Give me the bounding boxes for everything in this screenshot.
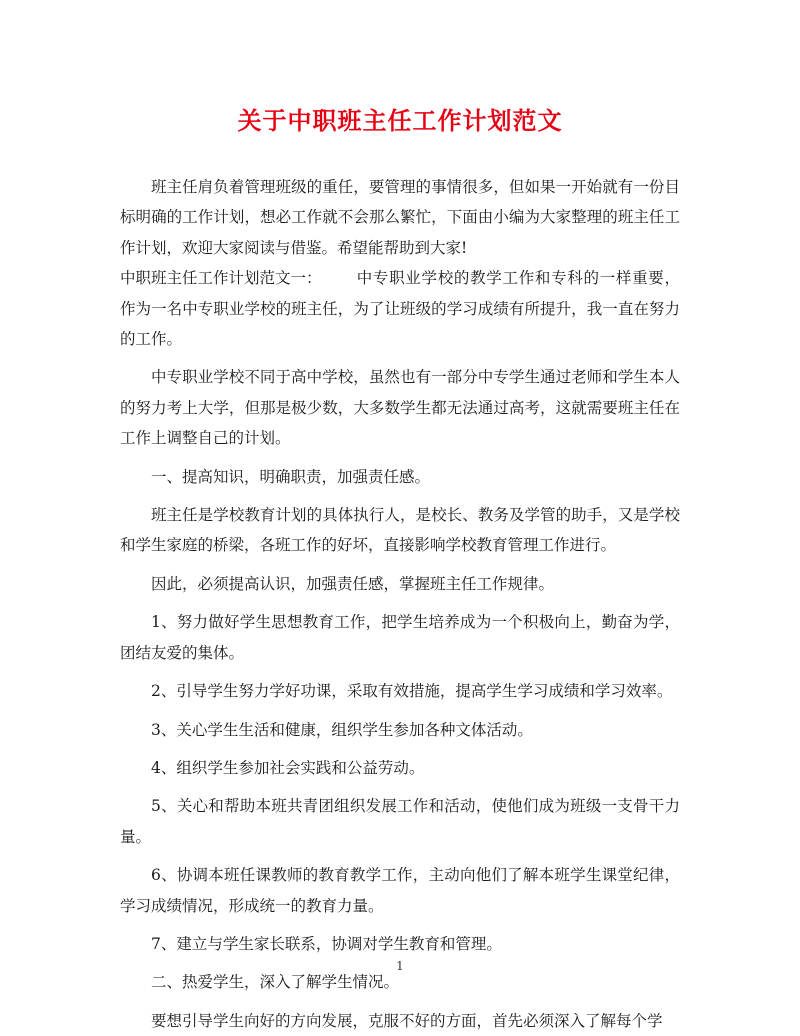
body-paragraph: 中专职业学校不同于高中学校，虽然也有一部分中专学生通过老师和学生本人的努力考上大学，但那是极少数，大多数学生都无法通过高考，这就需要班主任在工作上调整自己的计划。 (120, 368, 680, 448)
document-body (120, 172, 680, 1036)
body-paragraph: 二、热爱学生，深入了解学生情况。 (151, 973, 400, 992)
intro-paragraph: 班主任肩负着管理班级的重任，要管理的事情很多，但如果一开始就有一份目标明确的工作计划，想必工作就不会那么繁忙，下面由小编为大家整理的班主任工作计划，欢迎大家阅读与借鉴。希望能帮助到大家! (120, 178, 680, 257)
body-paragraph: 1、努力做好学生思想教育工作，把学生培养成为一个积极向上，勤奋为学，团结友爱的集体。 (120, 613, 680, 662)
body-paragraph: 5、关心和帮助本班共青团组织发展工作和活动，使他们成为班级一支骨干力量。 (120, 797, 680, 846)
section-first-paragraph (120, 263, 680, 354)
body-paragraph: 因此，必须提高认识，加强责任感，掌握班主任工作规律。 (151, 574, 555, 593)
body-paragraph: 班主任是学校教育计划的具体执行人，是校长、教务及学管的助手，又是学校和学生家庭的桥梁，各班工作的好坏，直接影响学校教育管理工作进行。 (120, 506, 680, 555)
body-paragraph: 2、引导学生努力学好功课，采取有效措施，提高学生学习成绩和学习效率。 (151, 682, 673, 701)
section-heading: 中职班主任工作计划范文一： (120, 269, 322, 288)
body-paragraph: 6、协调本班任课教师的教育教学工作，主动向他们了解本班学生课堂纪律，学习成绩情况，形成统一的教育力量。 (120, 866, 680, 915)
body-paragraph: 7、建立与学生家长联系，协调对学生教育和管理。 (151, 934, 502, 953)
page-number: 1 (396, 959, 404, 973)
body-paragraph: 3、关心学生生活和健康，组织学生参加各种文体活动。 (151, 720, 533, 739)
body-paragraph: 4、组织学生参加社会实践和公益劳动。 (151, 758, 425, 777)
body-paragraph: 要想引导学生向好的方向发展，克服不好的方面，首先必须深入了解每个学 (151, 1011, 663, 1030)
document-title: 关于中职班主任工作计划范文 (237, 106, 563, 135)
body-paragraph: 一、提高知识，明确职责，加强责任感。 (151, 467, 431, 486)
section-first-text: 中专职业学校的教学工作和专科的一样重要，作为一名中专职业学校的班主任，为了让班级的学习成绩有所提升，我一直在努力的工作。 (120, 269, 680, 349)
